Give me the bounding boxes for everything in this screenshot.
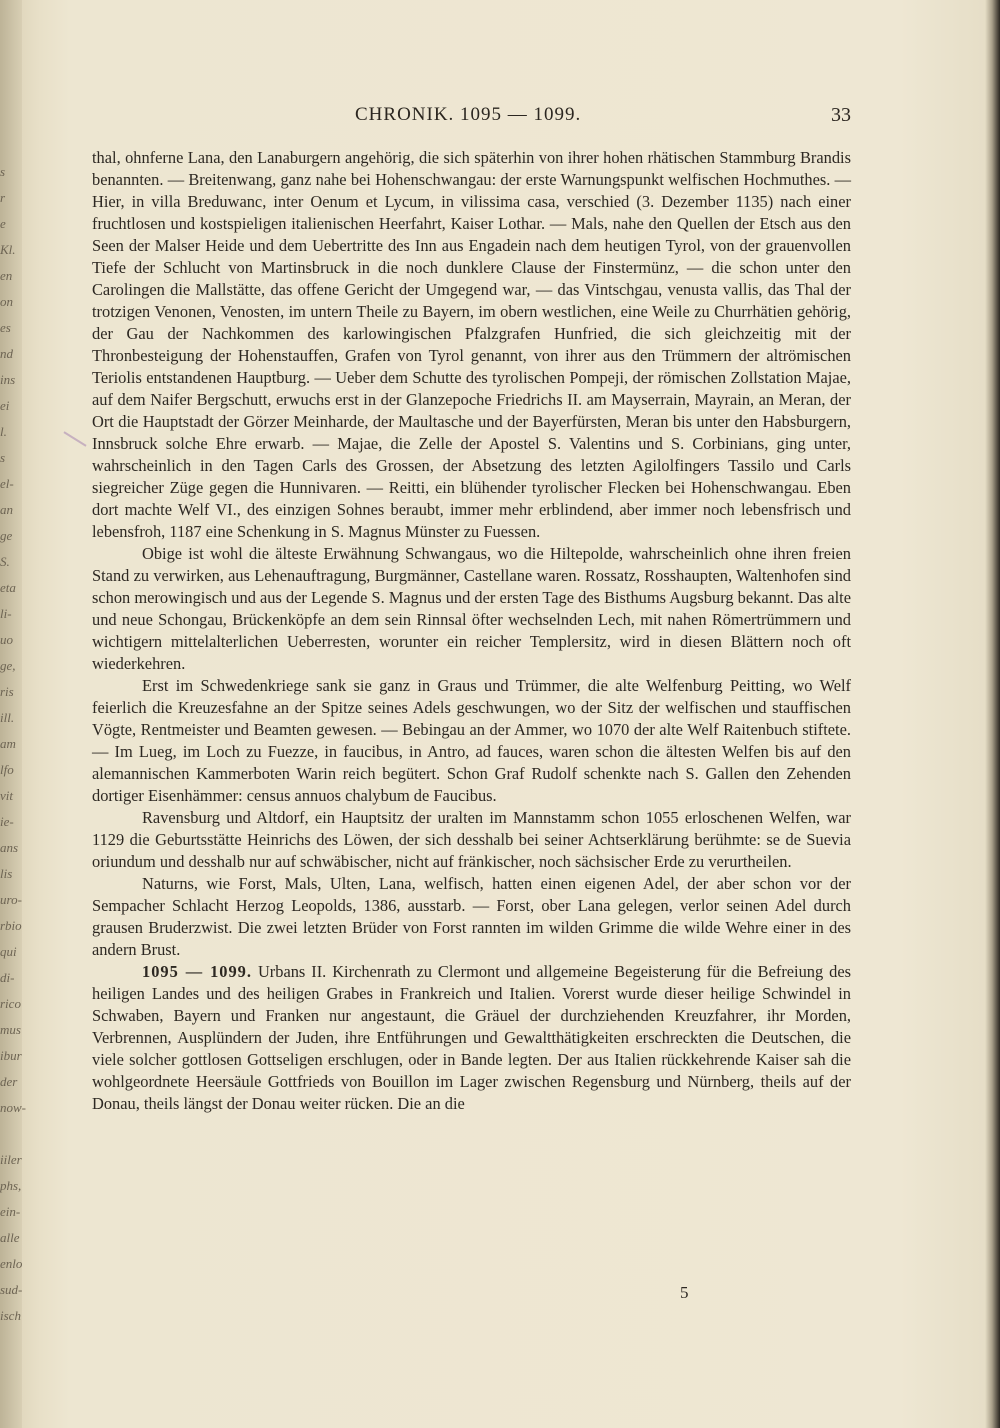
bleed-fragment: uro- (0, 893, 22, 907)
dated-entry-text: Urbans II. Kirchenrath zu Clermont und allgemeine Begeisterung für die Befreiung des heiligen Landes und des heiligen Grabes in Frankreich und Italien. Vorerst wurde dieser heilige Schwindel in Schwaben, Bayern und Franken nur angestaunt, die Gräuel der durchziehenden Kreuzfahrer, ihr Morden, Verbrennen, Ausplündern der Juden, ihre Entführungen und Gewaltthätigkeiten erschreckten die Deutschen, die viele solcher gottlosen Gottseligen erschlugen, oder in Bande legten. Der aus Italien rückkehrende Kaiser sah die wohlgeordnete Heersäule Gottfrieds von Bouillon im Lager zwischen Regensburg und Nürnberg, theils auf der Donau, theils längst der Donau weiter rücken. Die an die (92, 962, 852, 1113)
bleed-fragment: ans (0, 841, 19, 855)
paragraph-3: Erst im Schwedenkriege sank sie ganz in Graus und Trümmer, die alte Welfenburg Peitting, wo Welf feierlich die Kreuzesfahne an der Spitze seines Adels geschwungen, wo der Sitz der welfischen und stauffischen Vögte, Rentmeister und Beamten gewesen. — Bebingau an der Ammer, wo 1070 der alte Welf Raitenbuch stiftete. — Im Lueg, im Loch zu Fuezze, in faucibus, in Antro, ad fauces, waren schon die ältesten Welfen bis auf den alemannischen Kammerboten Warin reich begütert. Schon Graf Rudolf schenkte nach S. Gallen den Zehenden dortiger Eisenhämmer: census annuos chalybum de Faucibus. (92, 676, 851, 805)
dated-entry (92, 961, 851, 1115)
bleed-fragment: ge (0, 529, 13, 543)
bleed-fragment: rico (0, 997, 21, 1011)
bleed-fragment: lis (0, 867, 13, 881)
bleed-fragment: ill. (0, 711, 15, 725)
bleed-fragment: der (0, 1075, 18, 1089)
bleed-fragment: es (0, 321, 11, 335)
signature-mark: 5 (680, 1283, 689, 1302)
bleed-fragment: r (0, 191, 6, 205)
bleed-fragment: Kl. (0, 243, 16, 257)
bleed-fragment: S. (0, 555, 10, 569)
bleed-fragment: qui (0, 945, 17, 959)
bleed-fragment: now- (0, 1101, 26, 1115)
bleed-fragment: iiler (0, 1153, 22, 1167)
bleed-fragment: ie- (0, 815, 14, 829)
bleed-fragment: s (0, 451, 6, 465)
bleed-fragment: s (0, 165, 6, 179)
bleed-fragment: ris (0, 685, 14, 699)
bleed-fragment: lfo (0, 763, 14, 777)
bleed-fragment: isch (0, 1309, 21, 1323)
bleed-fragment: l. (0, 425, 7, 439)
bleed-fragment: en (0, 269, 13, 283)
paragraph-4: Ravensburg und Altdorf, ein Hauptsitz der uralten im Mannstamm schon 1055 erloschenen Welfen, war 1129 die Geburtsstätte Heinrichs des Löwen, der sich desshalb bei seiner Achtserklärung berühmte: se de Suevia oriundum und desshalb nur auf schwäbischer, nicht auf fränkischer, noch sächsischer Erde zu verurtheilen. (92, 808, 851, 871)
bleed-fragment: sud- (0, 1283, 23, 1297)
bleed-fragment: vit (0, 789, 13, 803)
bleed-fragment: ge, (0, 659, 16, 673)
body-text (92, 147, 851, 1115)
bleed-fragment: ein- (0, 1205, 21, 1219)
bleed-fragment: di- (0, 971, 15, 985)
bleed-fragment: el- (0, 477, 14, 491)
paragraph-2: Obige ist wohl die älteste Erwähnung Schwangaus, wo die Hiltepolde, wahrscheinlich ohne ihren freien Stand zu verwirken, aus Lehenauftragung, Burgmänner, Castellane waren. Rossatz, Rosshaupten, Waltenhofen sind schon merowingisch und aus der Legende S. Magnus und der ersten Tage des Bisthums Augsburg bekannt. Das alte und neue Schongau, Brückenköpfe an dem sein Rinnsal öfter wechselnden Lech, mit nahen Römertrümmern und wichtigern mittelalterlichen Ueberresten, worunter ein reicher Templersitz, wird in diesen Blättern noch oft wiederkehren. (92, 544, 851, 673)
bleed-fragment: am (0, 737, 16, 751)
paragraph-5: Naturns, wie Forst, Mals, Ulten, Lana, welfisch, hatten einen eigenen Adel, der aber schon vor der Sempacher Schlacht Herzog Leopolds, 1386, ausstarb. — Forst, ober Lana gelegen, verlor seinen Adel durch grausen Bruderzwist. Die zwei letzten Brüder von Forst rannten im wilden Grimme die wilde Wehre einer in des andern Brust. (92, 874, 851, 959)
bleed-fragment: rbio (0, 919, 22, 933)
bleed-fragment: ei (0, 399, 10, 413)
bleed-fragment: eta (0, 581, 16, 595)
running-title: CHRONIK. 1095 — 1099. (355, 104, 582, 125)
bleed-fragment: an (0, 503, 13, 517)
running-header (95, 104, 851, 132)
bleed-fragment: li- (0, 607, 12, 621)
facing-page-margin-bleed (0, 165, 26, 1335)
bleed-fragment: nd (0, 347, 13, 361)
page-number: 33 (831, 104, 851, 126)
bleed-fragment: on (0, 295, 13, 309)
bleed-fragment: mus (0, 1023, 21, 1037)
bleed-fragment: enlo (0, 1257, 23, 1271)
bleed-fragment: e (0, 217, 6, 231)
bleed-fragment: ibur (0, 1049, 22, 1063)
bleed-fragment: uo (0, 633, 13, 647)
bleed-fragment: alle (0, 1231, 20, 1245)
bleed-fragment (0, 1127, 26, 1153)
ink-mark (63, 431, 86, 446)
paragraph-1: thal, ohnferne Lana, den Lanaburgern angehörig, die sich späterhin von ihrer hohen rhätischen Stammburg Brandis benannten. — Breitenwang, ganz nahe bei Hohenschwangau: der erste Warnungspunkt welfischen Hochmuthes. — Hier, in villa Breduwanc, inter Oenum et Lycum, in vilissima casa, verschied (3. Dezember 1135) nach einer fruchtlosen und kostspieligen italienischen Heerfahrt, Kaiser Lothar. — Mals, nahe den Quellen der Etsch aus den Seen der Malser Heide und dem Uebertritte des Inn aus Engadein nach dem heutigen Tyrol, von der grauenvollen Tiefe der Schlucht von Martinsbruck in die noch dunklere Clause der Finstermünz, — die schon unter den Carolingen die Mallstätte, das offene Gericht der Umgegend war, — das Vintschgau, venusta vallis, das Thal der trotzigen Venonen, Venosten, im untern Theile zu Bayern, im obern westlichen, eine Weile zu Churrhätien gehörig, der Gau der Nachkommen des karlowingischen Pfalzgrafen Hunfried, die sich gleichzeitig mit der Thronbesteigung der Hohenstauffen, Grafen von Tyrol genannt, von ihrer aus den Trümmern der altrömischen Teriolis entstandenen Hauptburg. — Ueber dem Schutte des tyrolischen Pompeji, der römischen Zollstation Majae, auf dem Naifer Bergschutt, erwuchs erst in der Glanzepoche Friedrichs II. am Mayserrain, Mayrain, an Meran, der Ort die Hauptstadt der Görzer Meinharde, der Maultasche und der Bayerfürsten, Meran bis unter den Habsburgern, Innsbruck solche Ehre erwarb. — Majae, die Zelle der Apostel S. Valentins und S. Corbinians, ging unter, wahrscheinlich in den Tagen Carls des Grossen, der Absetzung des letzten Agilolfingers Tassilo und Carls siegreicher Züge gegen die Hunnivaren. — Reitti, ein blühender tyrolischer Flecken bei Hohenschwangau. Eben dort machte Welf VI., des einzigen Sohnes beraubt, immer mehr erblindend, aber immer noch lebensfrisch und lebensfroh, 1187 eine Schenkung in S. Magnus Münster zu Fuessen. (92, 148, 851, 541)
bleed-fragment: phs, (0, 1179, 22, 1193)
bleed-fragment: ins (0, 373, 16, 387)
dated-entry-date: 1095 — 1099. (142, 962, 252, 981)
